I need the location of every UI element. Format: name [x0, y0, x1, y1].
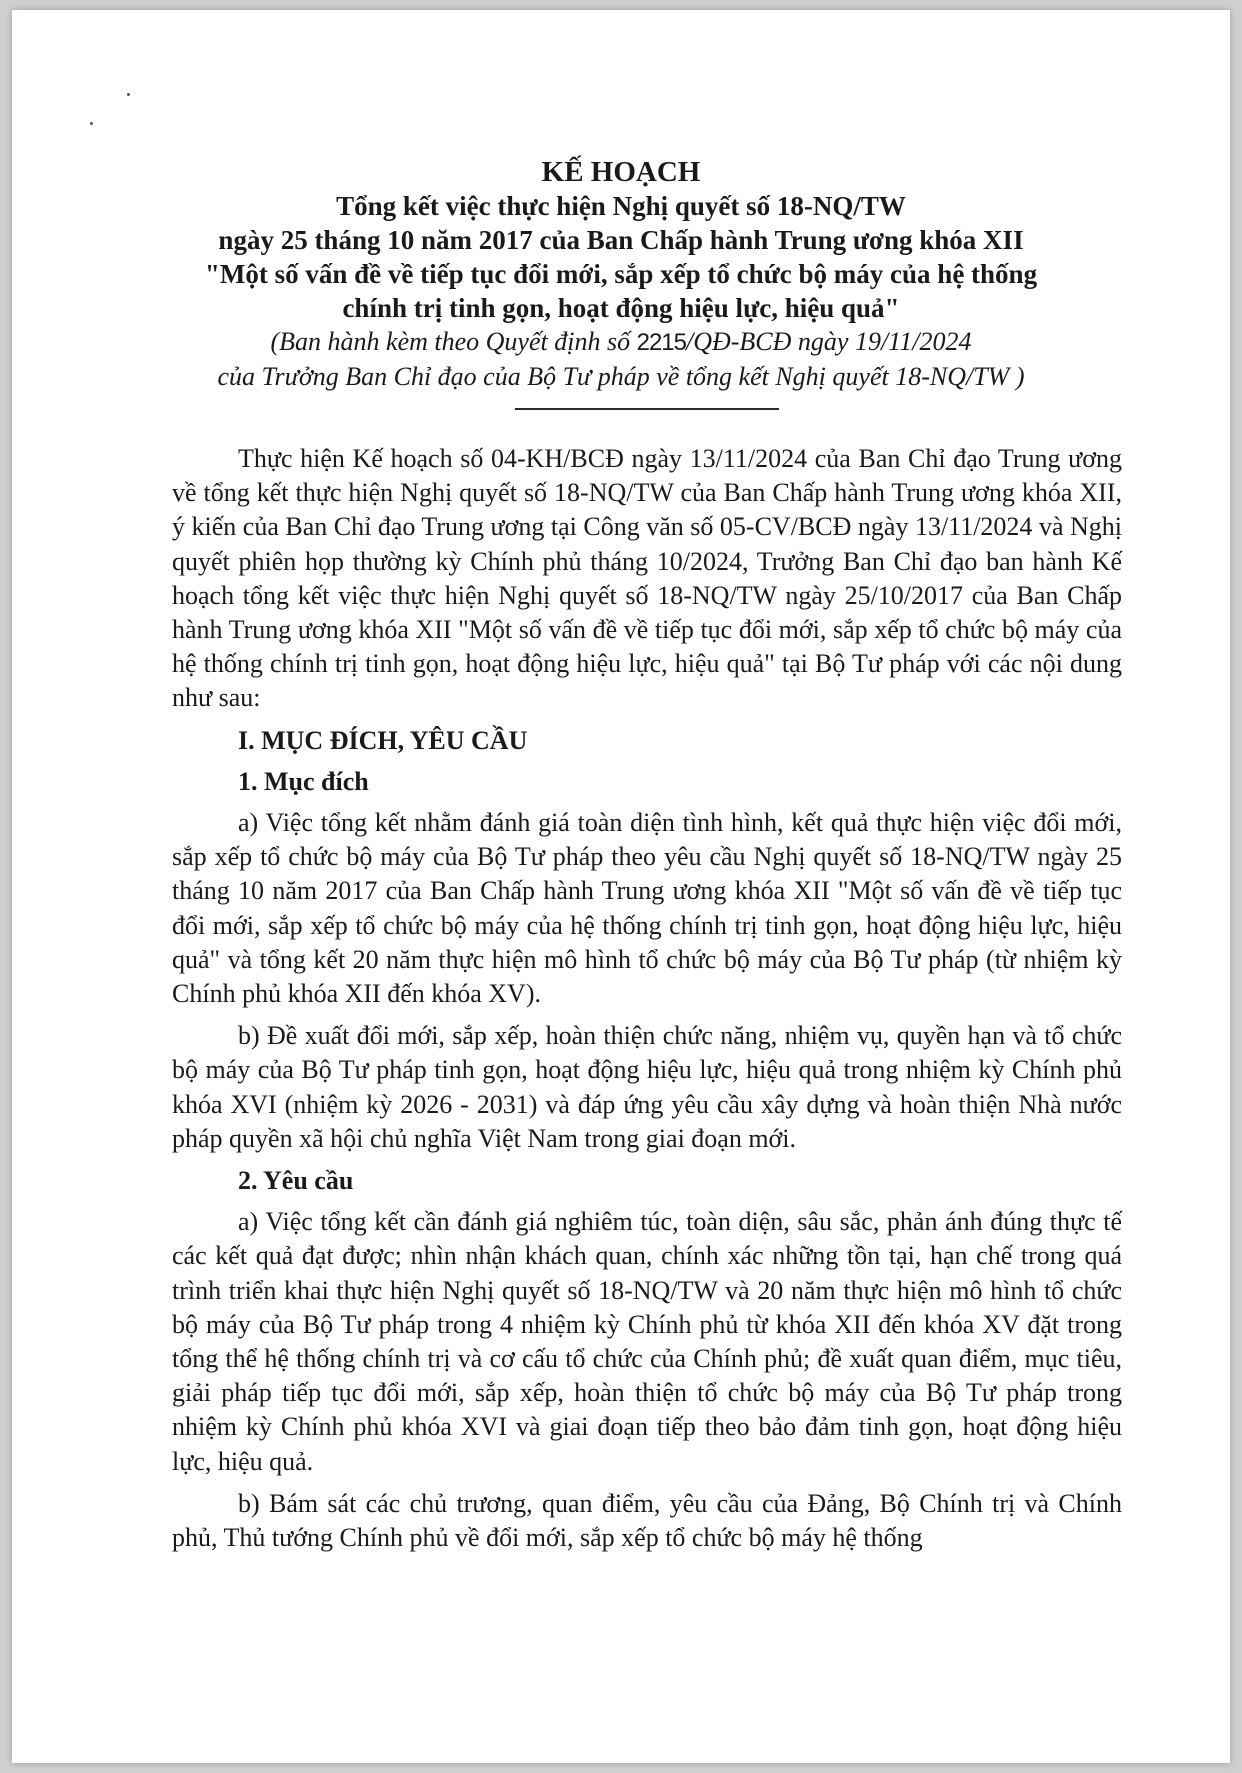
document-header: [12, 155, 1230, 394]
requirement-paragraph-b: b) Bám sát các chủ trương, quan điểm, yêu cầu của Đảng, Bộ Chính trị và Chính phủ, Thủ tướng Chính phủ về đổi mới, sắp xếp tổ chức bộ máy hệ thống: [172, 1488, 1122, 1553]
issuance-prefix: (Ban hành kèm theo Quyết định số: [270, 327, 637, 356]
requirement-paragraph-a: a) Việc tổng kết cần đánh giá nghiêm túc, toàn diện, sâu sắc, phản ánh đúng thực tế các kết quả đạt được; nhìn nhận khách quan, chính xác những tồn tại, hạn chế trong quá trình triển khai thực hiện Nghị quyết số 18-NQ/TW và 20 năm thực hiện mô hình tổ chức bộ máy của Bộ Tư pháp trong 4 nhiệm kỳ Chính phủ từ khóa XII đến khóa XV đặt trong tổng thể hệ thống chính trị và cơ cấu tổ chức của Chính phủ; đề xuất quan điểm, mục tiêu, giải pháp tiếp tục đổi mới, sắp xếp, hoàn thiện tổ chức bộ máy của Bộ Tư pháp trong nhiệm kỳ Chính phủ khóa XVI và giai đoạn tiếp theo bảo đảm tinh gọn, hoạt động hiệu lực, hiệu quả.: [172, 1207, 1122, 1476]
purpose-paragraph-a: a) Việc tổng kết nhằm đánh giá toàn diện tình hình, kết quả thực hiện việc đổi mới, sắp xếp tổ chức bộ máy của Bộ Tư pháp theo yêu cầu Nghị quyết số 18-NQ/TW ngày 25 tháng 10 năm 2017 của Ban Chấp hành Trung ương khóa XII "Một số vấn đề về tiếp tục đổi mới, sắp xếp tổ chức bộ máy của hệ thống chính trị tinh gọn, hoạt động hiệu lực, hiệu quả" và tổng kết 20 năm thực hiện mô hình tổ chức bộ máy của Bộ Tư pháp (từ nhiệm kỳ Chính phủ khóa XII đến khóa XV).: [172, 808, 1122, 1009]
issuance-line-1: [12, 325, 1230, 360]
decision-number: 2215: [636, 329, 686, 356]
purpose-paragraph-b: b) Đề xuất đổi mới, sắp xếp, hoàn thiện chức năng, nhiệm vụ, quyền hạn và tổ chức bộ máy của Bộ Tư pháp tinh gọn, hoạt động hiệu lực, hiệu quả trong nhiệm kỳ Chính phủ khóa XVI (nhiệm kỳ 2026 - 2031) và đáp ứng yêu cầu xây dựng và hoàn thiện Nhà nước pháp quyền xã hội chủ nghĩa Việt Nam trong giai đoạn mới.: [172, 1021, 1122, 1153]
subtitle-line-4: chính trị tinh gọn, hoạt động hiệu lực, hiệu quả": [342, 293, 900, 323]
scan-speck: [127, 93, 130, 96]
subsection-heading-requirements: 2. Yêu cầu: [238, 1166, 354, 1196]
header-divider: [515, 408, 779, 410]
document-title: KẾ HOẠCH: [541, 156, 701, 188]
subsection-heading-purpose: 1. Mục đích: [238, 766, 369, 796]
subtitle-line-1: Tổng kết việc thực hiện Nghị quyết số 18-NQ/TW: [336, 191, 906, 221]
document-page: [12, 10, 1230, 1763]
scan-speck: [90, 122, 93, 125]
intro-paragraph: Thực hiện Kế hoạch số 04-KH/BCĐ ngày 13/11/2024 của Ban Chỉ đạo Trung ương về tổng kết thực hiện Nghị quyết số 18-NQ/TW của Ban Chấp hành Trung ương khóa XII, ý kiến của Ban Chỉ đạo Trung ương tại Công văn số 05-CV/BCĐ ngày 13/11/2024 và Nghị quyết phiên họp thường kỳ Chính phủ tháng 10/2024, Trưởng Ban Chỉ đạo ban hành Kế hoạch tổng kết việc thực hiện Nghị quyết số 18-NQ/TW ngày 25/10/2017 của Ban Chấp hành Trung ương khóa XII "Một số vấn đề về tiếp tục đổi mới, sắp xếp tổ chức bộ máy của hệ thống chính trị tinh gọn, hoạt động hiệu lực, hiệu quả" tại Bộ Tư pháp với các nội dung như sau:: [172, 444, 1122, 713]
issuance-suffix: /QĐ-BCĐ ngày 19/11/2024: [685, 327, 972, 356]
document-body: [172, 442, 1122, 1563]
subtitle-line-2: ngày 25 tháng 10 năm 2017 của Ban Chấp hành Trung ương khóa XII: [218, 225, 1024, 255]
issuance-line-2: của Trưởng Ban Chỉ đạo của Bộ Tư pháp về tổng kết Nghị quyết 18-NQ/TW ): [217, 362, 1025, 391]
section-heading: I. MỤC ĐÍCH, YÊU CẦU: [238, 725, 528, 755]
subtitle-line-3: "Một số vấn đề về tiếp tục đổi mới, sắp xếp tổ chức bộ máy của hệ thống: [204, 259, 1038, 289]
